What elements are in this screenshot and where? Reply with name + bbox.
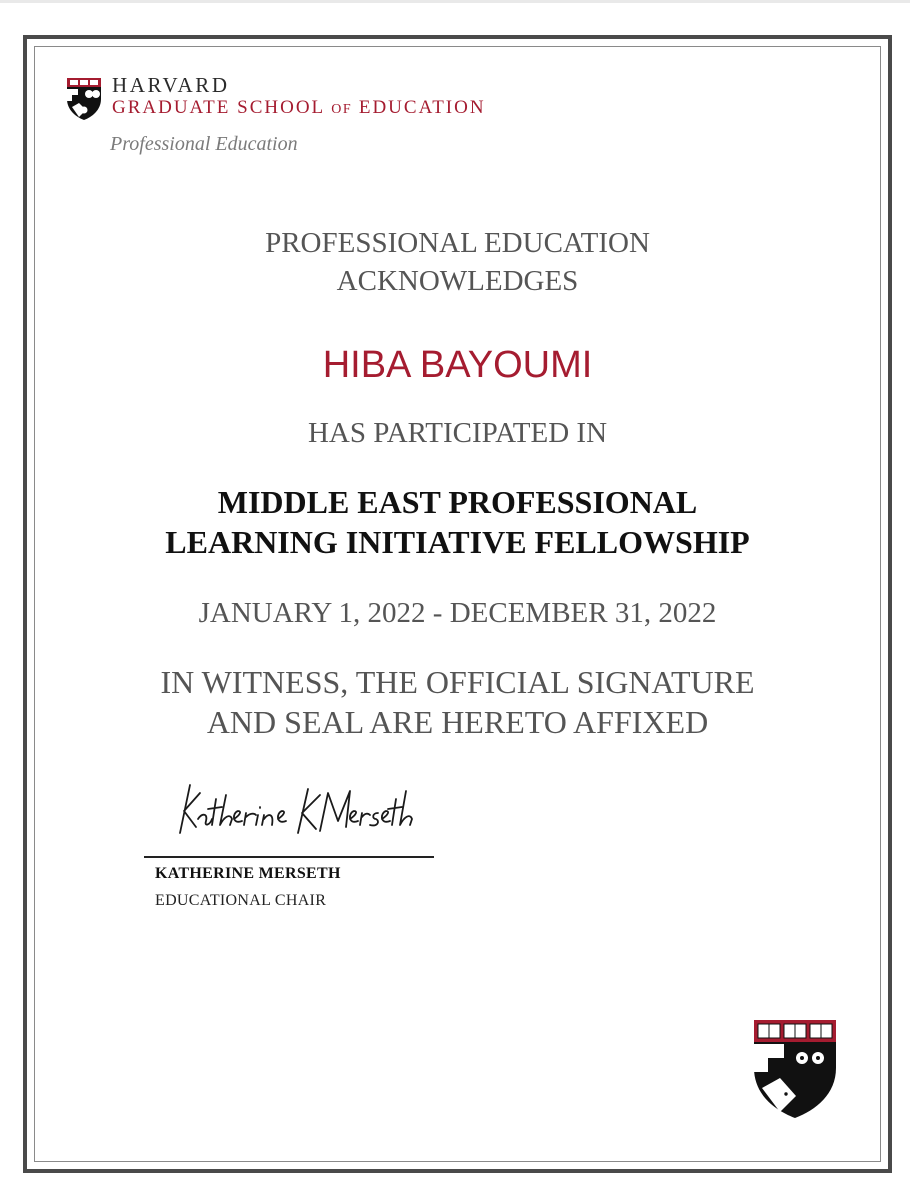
harvard-gse-seal-icon: [752, 1018, 838, 1120]
witness-statement: IN WITNESS, THE OFFICIAL SIGNATURE AND SEAL ARE HERETO AFFIXED: [160, 664, 755, 740]
logo-subtitle: Professional Education: [110, 133, 298, 155]
signatory-title: EDUCATIONAL CHAIR: [155, 892, 327, 909]
program-dates: JANUARY 1, 2022 - DECEMBER 31, 2022: [198, 597, 717, 629]
handwritten-signature: [170, 775, 420, 845]
top-rule: [0, 0, 910, 3]
signature-line: [144, 856, 434, 858]
logo-harvard-wordmark: HARVARD: [112, 73, 230, 97]
acknowledgement-heading: PROFESSIONAL EDUCATION ACKNOWLEDGES: [265, 227, 650, 297]
participation-statement: HAS PARTICIPATED IN: [307, 417, 608, 449]
logo-school-name: GRADUATE SCHOOL OF EDUCATION: [112, 97, 486, 118]
program-title: MIDDLE EAST PROFESSIONAL LEARNING INITIATIVE FELLOWSHIP: [165, 484, 750, 560]
signatory-name: KATHERINE MERSETH: [155, 865, 341, 882]
harvard-shield-icon: [66, 77, 102, 121]
recipient-name: HIBA BAYOUMI: [322, 344, 593, 386]
